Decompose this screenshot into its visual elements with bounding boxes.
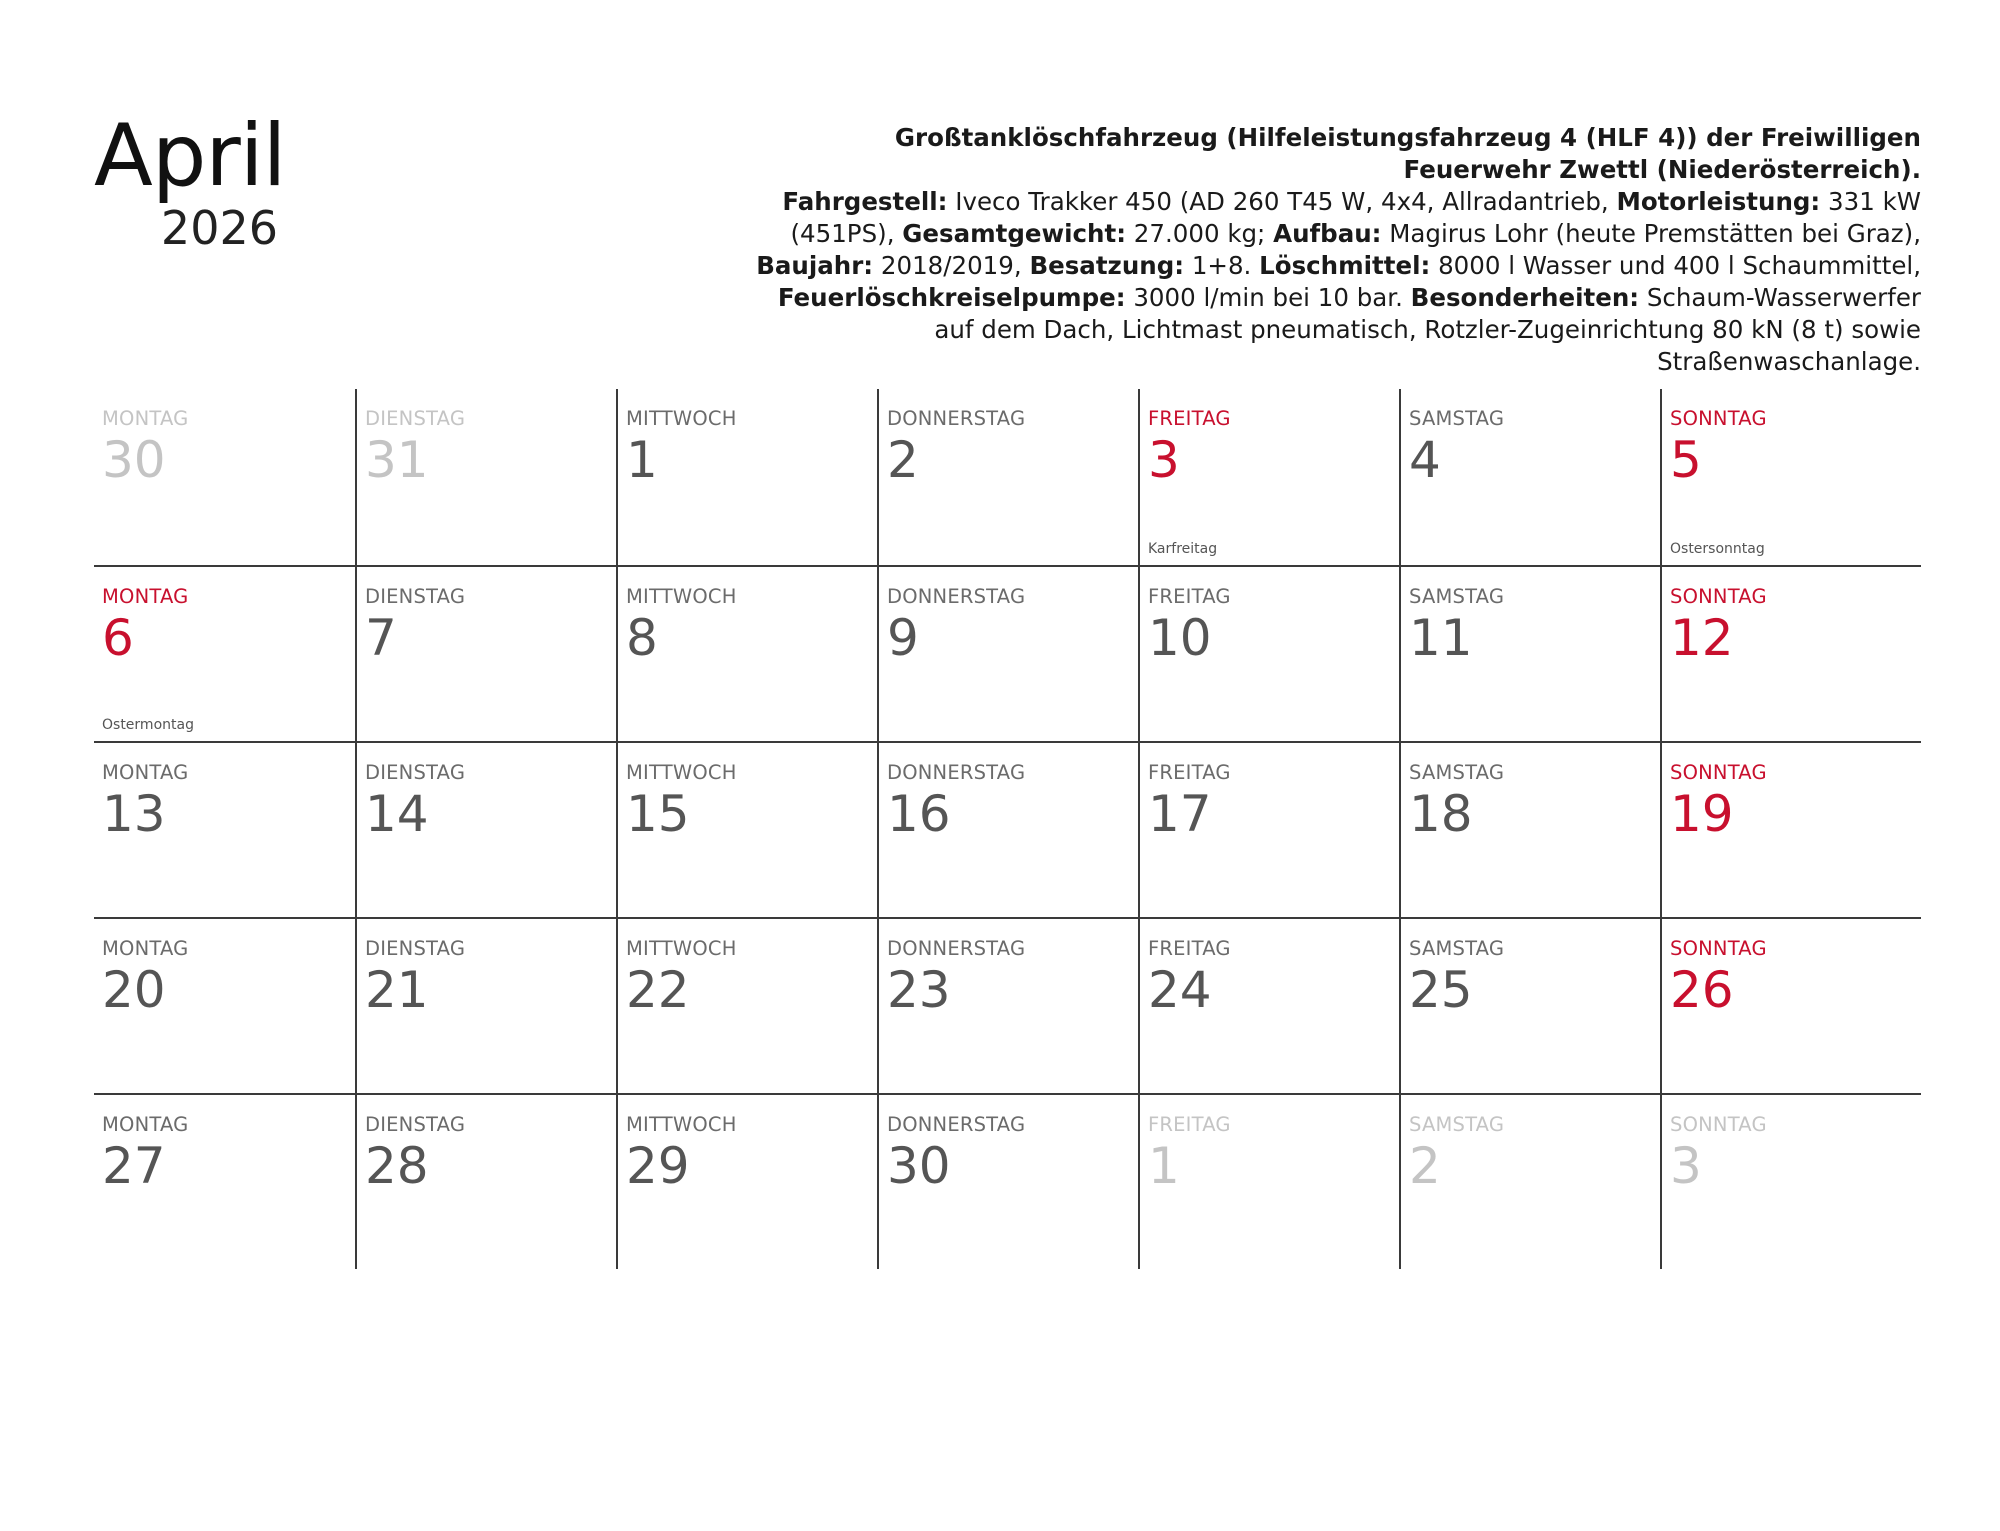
day-number: 24	[1148, 961, 1212, 1019]
weekday-label: MITTWOCH	[626, 407, 737, 430]
month-header	[94, 106, 286, 255]
calendar-day-cell[interactable]	[355, 741, 616, 917]
caption-text: 331 kW (451PS),	[790, 187, 1921, 248]
day-number: 31	[365, 431, 429, 489]
weekday-label: FREITAG	[1148, 1113, 1231, 1136]
day-number: 25	[1409, 961, 1473, 1019]
weekday-label: FREITAG	[1148, 761, 1231, 784]
day-number: 30	[887, 1137, 951, 1195]
holiday-label: Ostersonntag	[1670, 541, 1765, 557]
calendar-day-cell[interactable]	[94, 389, 355, 565]
month-year: 2026	[160, 201, 278, 255]
day-number: 17	[1148, 785, 1212, 843]
caption-label: Gesamtgewicht:	[902, 219, 1127, 248]
calendar-day-cell[interactable]	[1138, 565, 1399, 741]
day-number: 8	[626, 609, 658, 667]
caption-details	[741, 186, 1921, 378]
weekday-label: SONNTAG	[1670, 1113, 1767, 1136]
weekday-label: SAMSTAG	[1409, 407, 1505, 430]
day-number: 19	[1670, 785, 1734, 843]
calendar-day-cell[interactable]	[1399, 565, 1660, 741]
calendar-day-cell[interactable]	[1660, 917, 1921, 1093]
calendar-day-cell[interactable]	[1138, 389, 1399, 565]
day-number: 27	[102, 1137, 166, 1195]
caption-label: Löschmittel:	[1259, 251, 1431, 280]
day-number: 12	[1670, 609, 1734, 667]
caption-label: Aufbau:	[1273, 219, 1382, 248]
weekday-label: MITTWOCH	[626, 761, 737, 784]
vehicle-caption	[741, 122, 1921, 378]
weekday-label: DIENSTAG	[365, 407, 466, 430]
calendar-day-cell[interactable]	[616, 741, 877, 917]
weekday-label: FREITAG	[1148, 937, 1231, 960]
calendar-day-cell[interactable]	[1660, 565, 1921, 741]
day-number: 2	[1409, 1137, 1441, 1195]
day-number: 4	[1409, 431, 1441, 489]
caption-text: 3000 l/min bei 10 bar.	[1125, 283, 1411, 312]
day-number: 28	[365, 1137, 429, 1195]
weekday-label: DONNERSTAG	[887, 937, 1026, 960]
calendar-day-cell[interactable]	[877, 565, 1138, 741]
caption-label: Motorleistung:	[1616, 187, 1821, 216]
weekday-label: SONNTAG	[1670, 407, 1767, 430]
caption-label: Baujahr:	[756, 251, 874, 280]
calendar-day-cell[interactable]	[1399, 917, 1660, 1093]
day-number: 22	[626, 961, 690, 1019]
month-title: April	[94, 106, 286, 206]
weekday-label: SONNTAG	[1670, 937, 1767, 960]
calendar-day-cell[interactable]	[1660, 741, 1921, 917]
day-number: 20	[102, 961, 166, 1019]
day-number: 1	[1148, 1137, 1180, 1195]
calendar-day-cell[interactable]	[616, 565, 877, 741]
weekday-label: SONNTAG	[1670, 761, 1767, 784]
calendar-day-cell[interactable]	[355, 389, 616, 565]
caption-text: 1+8.	[1184, 251, 1260, 280]
calendar-day-cell[interactable]	[94, 741, 355, 917]
day-number: 21	[365, 961, 429, 1019]
day-number: 29	[626, 1137, 690, 1195]
calendar-day-cell[interactable]	[1138, 1093, 1399, 1269]
weekday-label: SONNTAG	[1670, 585, 1767, 608]
weekday-label: DONNERSTAG	[887, 407, 1026, 430]
calendar-day-cell[interactable]	[355, 565, 616, 741]
caption-label: Besonderheiten:	[1410, 283, 1640, 312]
calendar-day-cell[interactable]	[877, 1093, 1138, 1269]
holiday-label: Karfreitag	[1148, 541, 1218, 557]
calendar-day-cell[interactable]	[355, 917, 616, 1093]
weekday-label: MITTWOCH	[626, 585, 737, 608]
calendar-day-cell[interactable]	[1660, 1093, 1921, 1269]
weekday-label: SAMSTAG	[1409, 1113, 1505, 1136]
day-number: 11	[1409, 609, 1473, 667]
weekday-label: FREITAG	[1148, 407, 1231, 430]
caption-text: 27.000 kg;	[1126, 219, 1274, 248]
calendar-day-cell[interactable]	[94, 917, 355, 1093]
calendar-day-cell[interactable]	[877, 389, 1138, 565]
calendar-day-cell[interactable]	[616, 389, 877, 565]
day-number: 2	[887, 431, 919, 489]
calendar-day-cell[interactable]	[616, 1093, 877, 1269]
holiday-label: Ostermontag	[102, 717, 194, 733]
weekday-label: DIENSTAG	[365, 585, 466, 608]
caption-text: 8000 l Wasser und 400 l Schaummittel,	[1430, 251, 1921, 280]
caption-text: Iveco Trakker 450 (AD 260 T45 W, 4x4, Allradantrieb,	[947, 187, 1617, 216]
calendar-day-cell[interactable]	[94, 565, 355, 741]
weekday-label: MONTAG	[102, 585, 189, 608]
caption-label: Fahrgestell:	[782, 187, 948, 216]
day-number: 1	[626, 431, 658, 489]
calendar-day-cell[interactable]	[1399, 389, 1660, 565]
day-number: 6	[102, 609, 134, 667]
calendar-grid	[94, 389, 1921, 1269]
weekday-label: FREITAG	[1148, 585, 1231, 608]
calendar-day-cell[interactable]	[1399, 741, 1660, 917]
caption-label: Besatzung:	[1029, 251, 1185, 280]
weekday-label: DONNERSTAG	[887, 1113, 1026, 1136]
weekday-label: MONTAG	[102, 937, 189, 960]
day-number: 23	[887, 961, 951, 1019]
caption-label: Feuerlöschkreiselpumpe:	[777, 283, 1126, 312]
weekday-label: MONTAG	[102, 1113, 189, 1136]
day-number: 30	[102, 431, 166, 489]
weekday-label: DIENSTAG	[365, 1113, 466, 1136]
caption-text: Schaum-Wasserwerfer auf dem Dach, Lichtmast pneumatisch, Rotzler-Zugeinrichtung 80 kN (8 t) sowie Straßenwaschanlage.	[934, 283, 1921, 376]
calendar-day-cell[interactable]	[355, 1093, 616, 1269]
day-number: 3	[1670, 1137, 1702, 1195]
calendar-day-cell[interactable]	[616, 917, 877, 1093]
weekday-label: SAMSTAG	[1409, 937, 1505, 960]
calendar-day-cell[interactable]	[1660, 389, 1921, 565]
caption-text: 2018/2019,	[873, 251, 1030, 280]
calendar-day-cell[interactable]	[877, 741, 1138, 917]
calendar-day-cell[interactable]	[1399, 1093, 1660, 1269]
caption-text: Magirus Lohr (heute Premstätten bei Graz),	[1381, 219, 1921, 248]
weekday-label: DIENSTAG	[365, 761, 466, 784]
calendar-day-cell[interactable]	[1138, 741, 1399, 917]
day-number: 13	[102, 785, 166, 843]
day-number: 9	[887, 609, 919, 667]
day-number: 26	[1670, 961, 1734, 1019]
calendar-day-cell[interactable]	[1138, 917, 1399, 1093]
day-number: 10	[1148, 609, 1212, 667]
weekday-label: MONTAG	[102, 761, 189, 784]
day-number: 18	[1409, 785, 1473, 843]
day-number: 3	[1148, 431, 1180, 489]
caption-headline: Großtanklöschfahrzeug (Hilfeleistungsfahrzeug 4 (HLF 4)) der Freiwilligen Feuerwehr Zwettl (Niederösterreich).	[894, 123, 1921, 184]
weekday-label: MONTAG	[102, 407, 189, 430]
day-number: 5	[1670, 431, 1702, 489]
weekday-label: SAMSTAG	[1409, 585, 1505, 608]
weekday-label: MITTWOCH	[626, 1113, 737, 1136]
day-number: 7	[365, 609, 397, 667]
weekday-label: DONNERSTAG	[887, 585, 1026, 608]
day-number: 15	[626, 785, 690, 843]
calendar-day-cell[interactable]	[94, 1093, 355, 1269]
weekday-label: SAMSTAG	[1409, 761, 1505, 784]
weekday-label: DIENSTAG	[365, 937, 466, 960]
calendar-day-cell[interactable]	[877, 917, 1138, 1093]
day-number: 16	[887, 785, 951, 843]
weekday-label: MITTWOCH	[626, 937, 737, 960]
weekday-label: DONNERSTAG	[887, 761, 1026, 784]
day-number: 14	[365, 785, 429, 843]
